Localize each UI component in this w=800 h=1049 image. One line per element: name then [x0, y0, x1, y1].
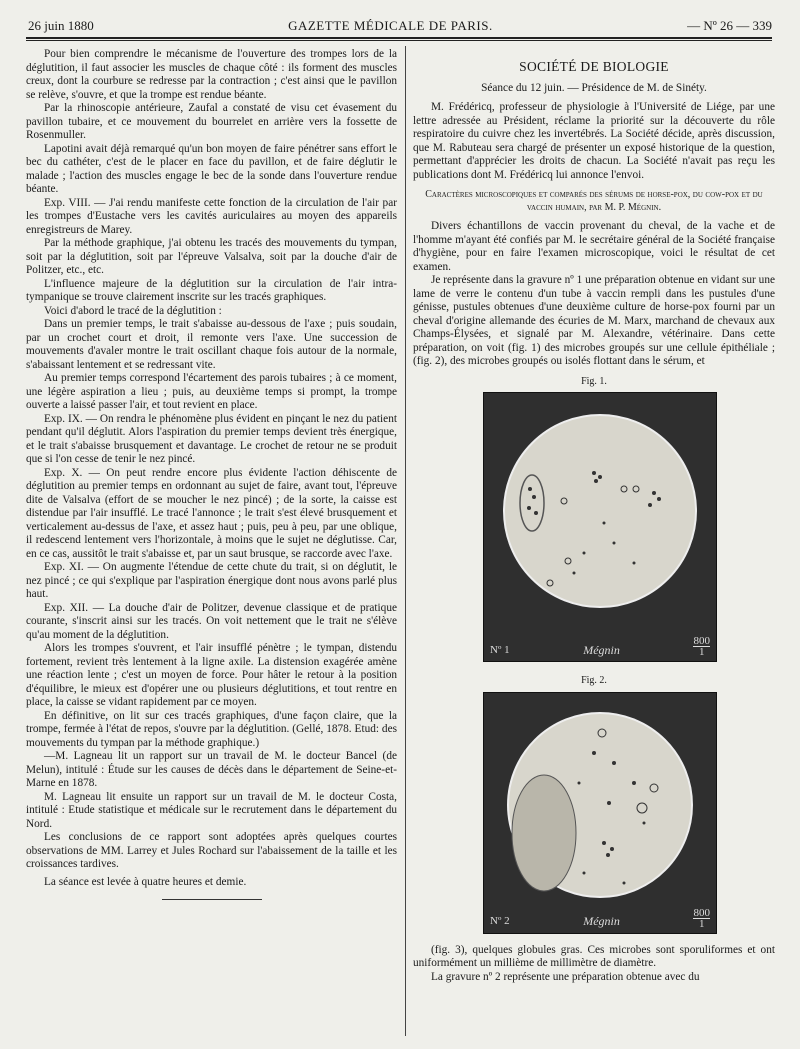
figure-1-caption	[490, 636, 710, 657]
paragraph: (fig. 3), quelques globules gras. Ces microbes sont sporuliformes et ont uniformément un millième de millimètre de diamètre.	[413, 943, 775, 969]
paragraph: La gravure nº 2 représente une préparation obtenue avec du	[431, 970, 700, 983]
figure-2-label: Fig. 2.	[581, 675, 607, 686]
paragraph: L'influence majeure de la déglutition sur la circulation de l'air intra-tympanique se trouve clairement inscrite sur les tracés graphiques.	[26, 277, 397, 303]
paragraph: Exp. IX. — On rendra le phénomène plus évident en pinçant le nez du patient pendant qu'il déglutit. Alors l'aspiration du premier temps devient très énergique, et le trait s'abaisse brusquement et davantage. Le crochet de retour ne se produit que si l'on cesse de tenir le nez pincé.	[26, 412, 397, 465]
issue-number: — Nº 26 — 339	[687, 18, 772, 33]
paragraph: Lapotini avait déjà remarqué qu'un bon moyen de faire pénétrer sans effort le bec du cathéter, c'est de le placer en face du pavillon, et de faire déglutir le malade ; l'action des muscles engage le bec de la sonde dans l'ouverture rendue béante.	[26, 142, 397, 195]
session-line: Séance du 12 juin. — Présidence de M. de Sinéty.	[481, 81, 707, 94]
figure-2-signature: Mégnin	[583, 914, 620, 928]
figure-1-scale: 800 1	[693, 635, 710, 658]
column-divider	[405, 46, 406, 1036]
paragraph: Par la rhinoscopie antérieure, Zaufal a constaté de visu cet évasement du pavillon tubaire, et ce mouvement du bourrelet en arrière vers la fossette de Rosenmuller.	[26, 102, 397, 141]
closing-line: La séance est levée à quatre heures et demie.	[44, 875, 247, 888]
article-title: Caractères microscopiques et comparés des sérums de horse-pox, du cow-pox et du vaccin humain, par M. P. Mégnin.	[425, 189, 763, 213]
paragraph: Dans un premier temps, le trait s'abaisse au-dessous de l'axe ; puis soudain, par un crochet court et droit, il remonte vers l'axe. Une succession de mouvements d'avaler montre le trait oscillant chaque fois autour de la normale, s'abaissant lentement et se redressant vite.	[26, 318, 397, 371]
header-date: 26 juin 1880	[28, 18, 94, 33]
paragraph: M. Lagneau lit ensuite un rapport sur un travail de M. le docteur Costa, intitulé : Etude statistique et médicale sur le recrutement dans le département du Nord.	[26, 790, 397, 830]
paragraph: Je représente dans la gravure nº 1 une préparation obtenue en vidant sur une lame de verre le contenu d'un tube à vaccin rempli dans les pustules d'une génisse, pustules obtenues d'une deuxième culture de horse-pox fourni par un cheval d'origine allemande des écuries de M. Marx, marchand de chevaux aux Champs-Élysées, et signalé par M. Alexandre, vétérinaire. Dans cette préparation, on voit (fig. 1) des microbes groupés sur une cellule épithéliale ; (fig. 2), des microbes groupés ou isolés flottant dans le sérum, et	[413, 274, 775, 367]
paragraph: Exp. X. — On peut rendre encore plus évidente l'action déhiscente de déglutition au premier temps en ordonnant au sujet de faire, avant tout, l'épreuve dite de Valsalva (effort de se moucher le nez pincé) ; de la sorte, la caisse est distendue par l'air insufflé. Le tracé l'annonce ; le trait s'est élevé brusquement et verticalement au-dessus de l'axe, et assez haut ; puis, peu à peu, par une oblique, il redescend lentement vers l'horizontale, à moins que le sujet ne déglutisse. Car, en ce cas, aussitôt le trait s'abaisse et, par un saut brusque, se raccorde avec l'axe.	[26, 466, 397, 560]
paragraph: En définitive, on lit sur ces tracés graphiques, d'une façon claire, que la trompe, fermée à l'état de repos, s'ouvre par la déglutition. (Gellé, 1878. Etud: des mouvements du tympan par la méthode graphique.)	[26, 709, 397, 749]
figure-1-signature: Mégnin	[583, 642, 620, 657]
left-column	[26, 48, 397, 900]
end-rule	[162, 899, 262, 900]
paragraph: Alors les trompes s'ouvrent, et l'air insufflé pénètre ; le tympan, distendu fortement, revient très lentement à la ligne axile. La distension exagérée amène une réaction lente ; c'est un moyen de force. Pour hâter le retour à la position d'équilibre, le mieux est d'opérer une ou plusieurs déglutitions, et tout rentre en place, la caisse se vidant rapidement par ce moyen.	[26, 642, 397, 708]
paragraph: M. Frédéricq, professeur de physiologie à l'Université de Liége, par une lettre adressée au Président, réclame la priorité sur la découverte du rôle respiratoire du cuivre chez les invertébrés. La Société décide, après discussion, que M. Rabuteau sera chargé de présenter un exposé historique de la question, permettant d'apprécier les droits de chacun. La Société n'avait pas reçu les publications dont M. Frédéricq lui annonce l'envoi.	[413, 101, 775, 181]
section-title: SOCIÉTÉ DE BIOLOGIE	[519, 59, 669, 74]
paragraph: Les conclusions de ce rapport sont adoptées après quelques courtes observations de MM. Larrey et Jules Rochard sur l'abaissement de la taille et les croissances tardives.	[26, 831, 397, 870]
figure-1-number: Nº 1	[490, 643, 510, 656]
paragraph: Divers échantillons de vaccin provenant du cheval, de la vache et de l'homme m'ayant été confiés par M. le secrétaire général de la Société française d'hygiène, pour en faire l'examen microscopique, voici le résultat de cet examen.	[413, 220, 775, 273]
page-header	[28, 16, 772, 36]
figure-2-number: Nº 2	[490, 915, 510, 927]
figure-1-label: Fig. 1.	[581, 375, 607, 387]
figure-1-engraving	[483, 392, 717, 662]
paragraph: Exp. XII. — La douche d'air de Politzer, devenue classique et de pratique courante, s'inscrit ainsi sur les tracés. On voit nettement que le trait ne s'élève qu'au moment de la déglutition.	[26, 601, 397, 641]
paragraph: Par la méthode graphique, j'ai obtenu les tracés des mouvements du tympan, soit par la déglutition, soit par l'épreuve Valsalva, soit par la douche d'air de Politzer, etc., etc.	[26, 237, 397, 276]
figure-2-scale: 800 1	[693, 906, 710, 930]
paragraph: Voici d'abord le tracé de la déglutition :	[44, 304, 222, 317]
paragraph: Pour bien comprendre le mécanisme de l'ouverture des trompes lors de la déglutition, il faut associer les muscles de chaque côté : ils forment des muscles creux, dont la courbure se redresse par la contraction ; c'est ainsi que le pavillon se relève, s'ouvre, et que la trompe est rendue béante.	[26, 48, 397, 101]
figure-2-engraving	[483, 692, 717, 934]
header-rule-thin	[26, 40, 772, 41]
paragraph: —M. Lagneau lit un rapport sur un travail de M. le docteur Bancel (de Melun), intitulé : Étude sur les causes de décès dans le département de Seine-et-Marne en 1878.	[26, 750, 397, 789]
right-column	[413, 48, 775, 984]
header-rule	[26, 37, 772, 39]
microscope-field-1	[484, 393, 716, 661]
microscope-field-2	[484, 693, 716, 933]
journal-title: GAZETTE MÉDICALE DE PARIS.	[288, 18, 493, 33]
paragraph: Exp. VIII. — J'ai rendu manifeste cette fonction de la circulation de l'air par les trompes d'Eustache vers les cavités auriculaires au moyen des appareils enregistreurs de Marey.	[26, 196, 397, 236]
paragraph: Exp. XI. — On augmente l'étendue de cette chute du trait, si on déglutit, le nez pincé ; ce qui s'explique par l'aspiration énergique dont nous avons parlé plus haut.	[26, 561, 397, 600]
paragraph: Au premier temps correspond l'écartement des parois tubaires ; à ce moment, une légère aspiration a lieu ; puis, au deuxième temps si prompt, la trompe ouverte a laissé passer l'air, et tout revient en place.	[26, 372, 397, 411]
figure-2-caption	[490, 908, 710, 929]
